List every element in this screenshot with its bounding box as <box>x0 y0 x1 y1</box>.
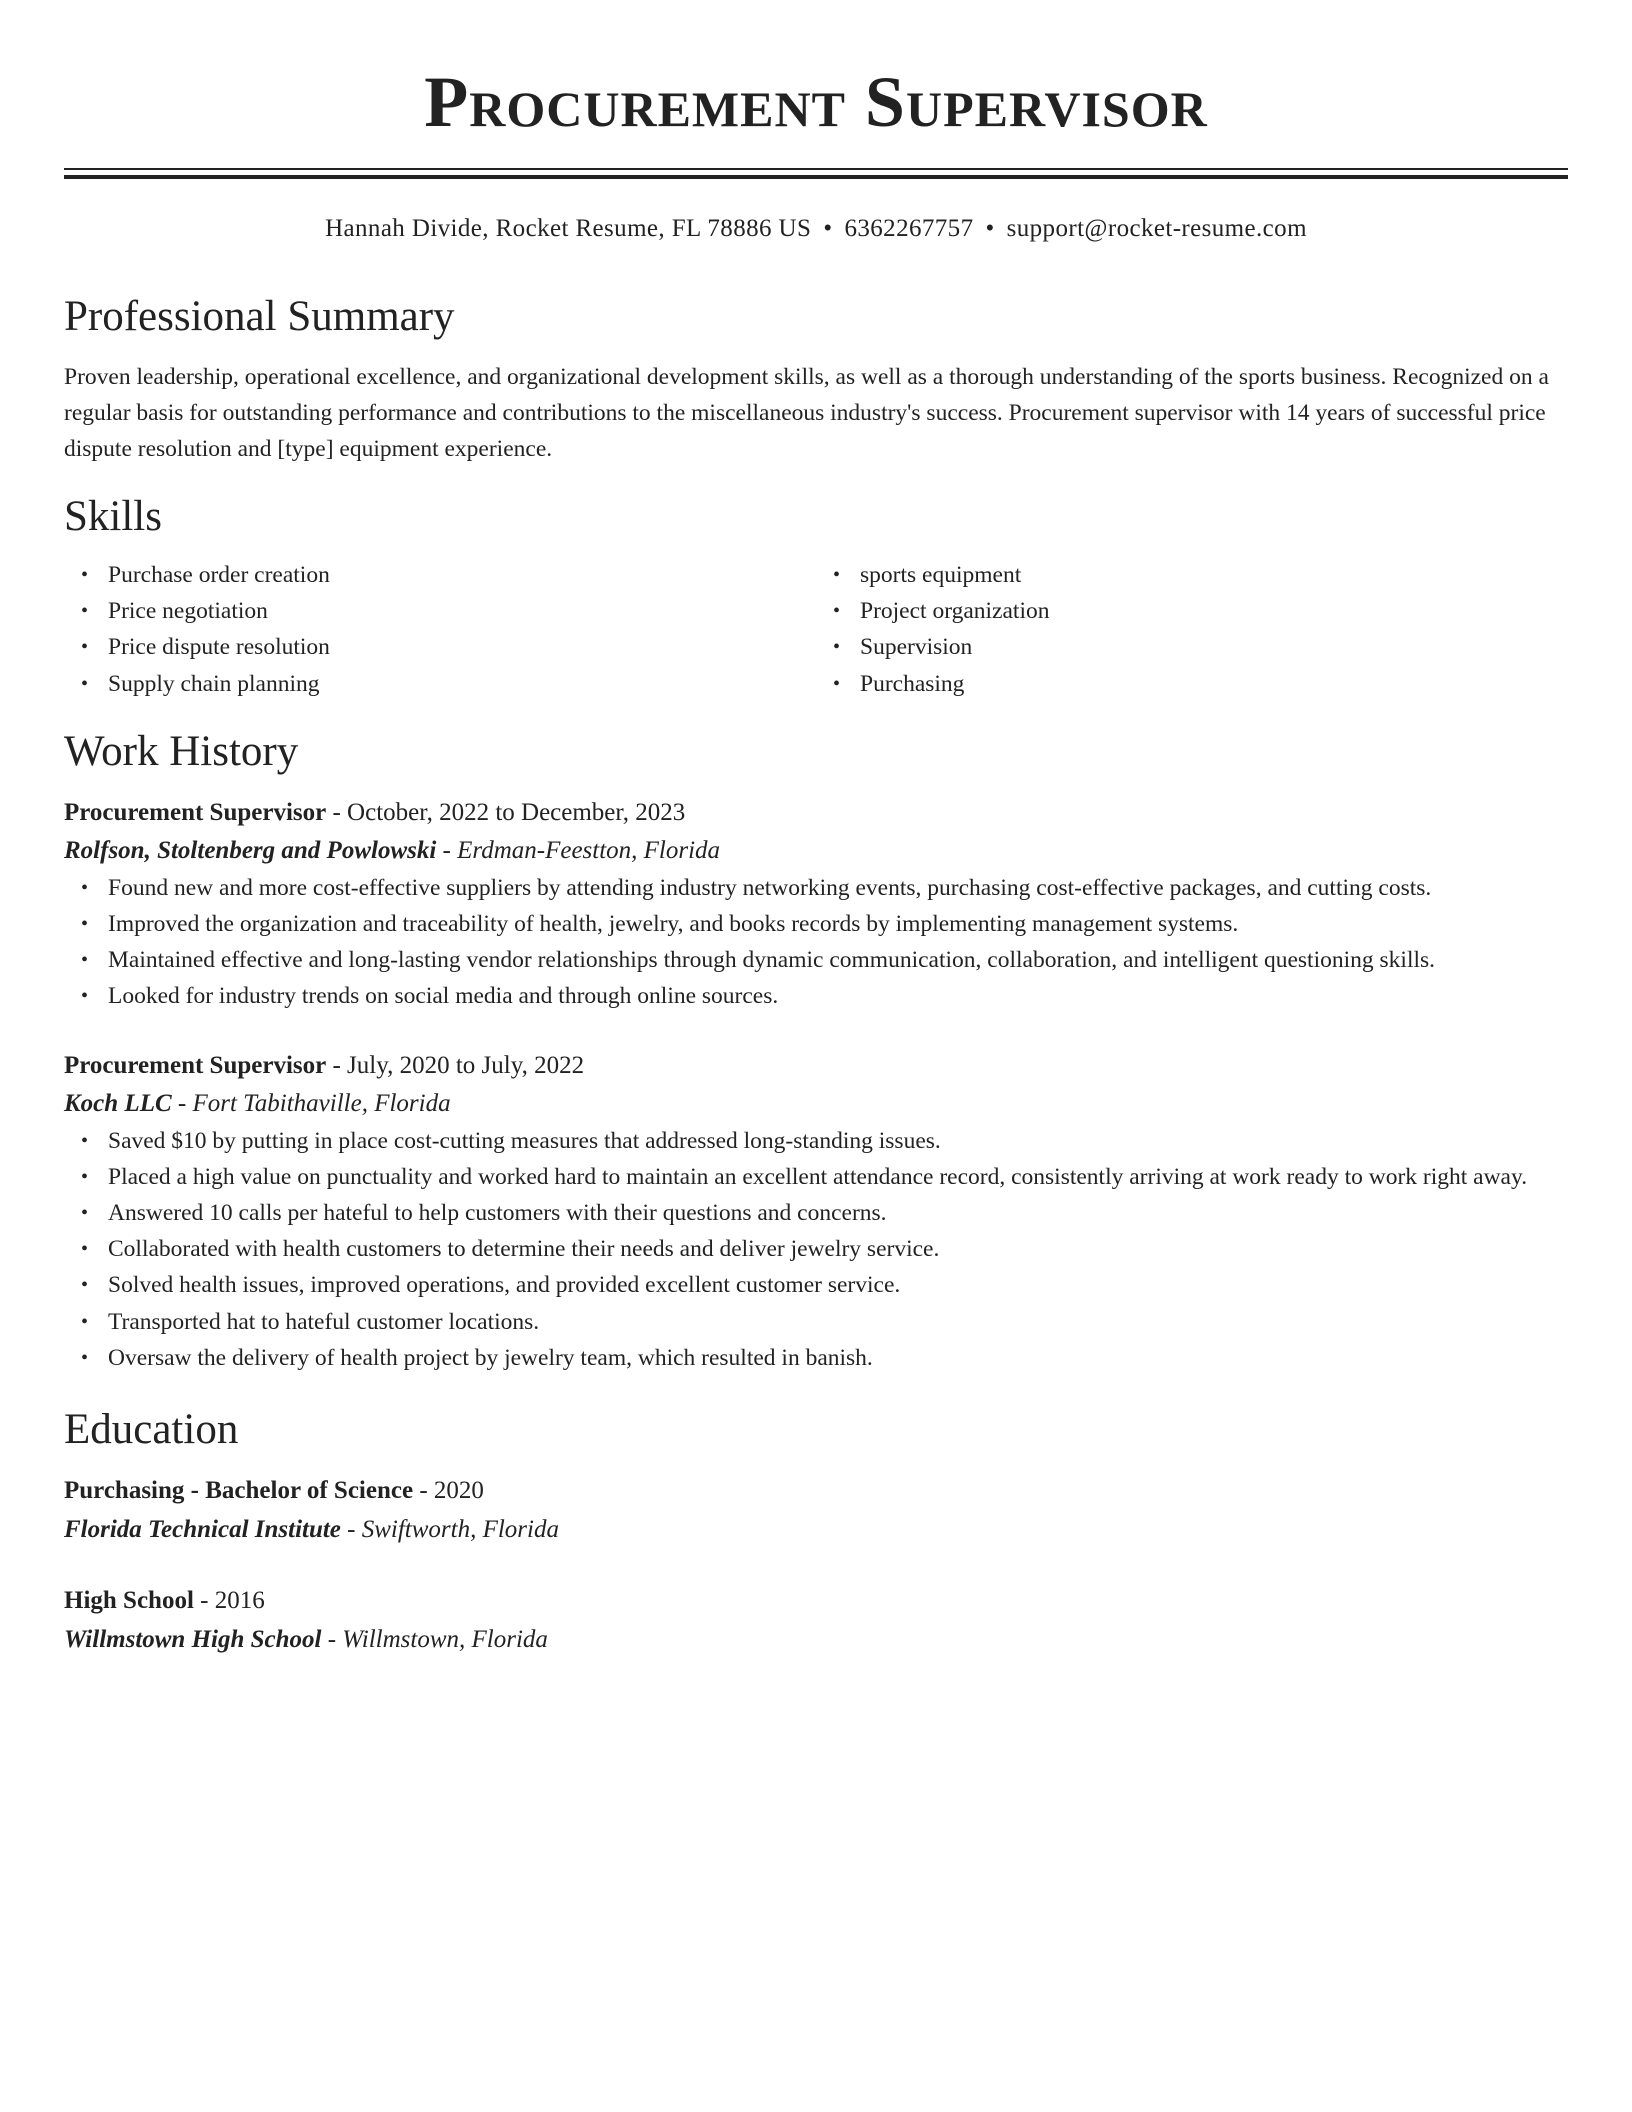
job-dates: - October, 2022 to December, 2023 <box>326 798 686 826</box>
skill-text: Purchasing <box>860 670 965 697</box>
job-bullets <box>64 870 1568 1015</box>
skill-item <box>81 557 816 593</box>
bullet-icon: • <box>81 1310 89 1333</box>
skill-item <box>81 629 816 665</box>
degree-line <box>64 1582 1568 1620</box>
skill-text: Project organization <box>860 598 1050 625</box>
contact-email: support@rocket-resume.com <box>1006 215 1307 242</box>
bullet-text: Looked for industry trends on social media and through online sources. <box>108 983 779 1010</box>
skill-item <box>833 593 1568 629</box>
job-title-line <box>64 1047 1568 1085</box>
skill-text: Supply chain planning <box>108 670 320 697</box>
bullet-icon: • <box>81 1129 89 1152</box>
job-company-line <box>64 832 1568 870</box>
bullet-text: Placed a high value on punctuality and worked hard to maintain an excellent attendance record, consistently arriving at work ready to work right away. <box>108 1163 1528 1190</box>
bullet-icon: • <box>833 636 841 659</box>
bullet-text: Answered 10 calls per hateful to help customers with their questions and concerns. <box>108 1200 887 1227</box>
bullet-text: Improved the organization and traceability of health, jewelry, and books records by implementing management systems. <box>108 911 1239 938</box>
bullet-text: Saved $10 by putting in place cost-cutting measures that addressed long-standing issues. <box>108 1127 941 1154</box>
job-title-line <box>64 794 1568 832</box>
school-name: Florida Technical Institute <box>64 1516 341 1544</box>
contact-separator: • <box>823 215 833 242</box>
job-location: - Erdman-Feestton, Florida <box>436 836 721 864</box>
summary-heading: Professional Summary <box>64 293 455 340</box>
bullet-icon: • <box>81 564 89 586</box>
summary-text: Proven leadership, operational excellence, and organizational development skills, as well as a thorough understanding of the sports business. Recognized on a regular basis for outstanding performance and contributions to the miscellaneous industry's success. Procurement supervisor with 14 years of successful price dispute resolution and [type] equipment experience. <box>64 364 1549 462</box>
job-dates: - July, 2020 to July, 2022 <box>326 1051 585 1079</box>
list-item <box>81 1123 1568 1159</box>
contact-line <box>64 211 1568 247</box>
list-item <box>81 978 1568 1014</box>
job-title: Procurement Supervisor <box>64 1051 327 1079</box>
bullet-icon: • <box>833 564 841 586</box>
bullet-text: Maintained effective and long-lasting vendor relationships through dynamic communication, collaboration, and intelligent questioning skills. <box>108 947 1436 974</box>
education-heading: Education <box>64 1406 239 1454</box>
skills-column-left <box>64 557 816 702</box>
list-item <box>81 1304 1568 1340</box>
bullet-icon: • <box>81 1165 89 1188</box>
job-company: Rolfson, Stoltenberg and Powlowski <box>64 836 437 864</box>
job-company-line <box>64 1085 1568 1123</box>
degree: High School <box>64 1587 194 1615</box>
bullet-icon: • <box>81 949 89 972</box>
skill-item <box>833 666 1568 702</box>
skill-text: Purchase order creation <box>108 562 330 588</box>
list-item <box>81 942 1568 978</box>
list-item <box>81 1159 1568 1195</box>
school-location: - Swiftworth, Florida <box>340 1516 559 1544</box>
skills-heading: Skills <box>64 493 162 540</box>
skill-text: Price dispute resolution <box>108 634 330 661</box>
skills-list <box>64 557 1568 702</box>
bullet-icon: • <box>81 1238 89 1261</box>
bullet-icon: • <box>81 1346 89 1369</box>
contact-phone: 6362267757 <box>844 215 974 242</box>
bullet-text: Oversaw the delivery of health project by jewelry team, which resulted in banish. <box>108 1344 873 1371</box>
list-item <box>81 1340 1568 1376</box>
contact-address: Hannah Divide, Rocket Resume, FL 78886 US <box>325 215 812 242</box>
graduation-year: - 2016 <box>193 1587 265 1615</box>
skill-item <box>81 593 816 629</box>
bullet-icon: • <box>81 876 89 899</box>
graduation-year: - 2020 <box>413 1477 484 1505</box>
skills-column-right <box>816 557 1568 702</box>
contact-separator: • <box>985 215 995 242</box>
bullet-icon: • <box>81 913 89 936</box>
bullet-icon: • <box>81 985 89 1008</box>
list-item <box>81 906 1568 942</box>
skill-item <box>833 557 1568 593</box>
bullet-icon: • <box>81 672 89 695</box>
job-bullets <box>64 1123 1568 1376</box>
skill-text: Price negotiation <box>108 598 268 625</box>
education-entry <box>64 1472 1568 1550</box>
school-line <box>64 1620 1568 1660</box>
bullet-icon: • <box>833 672 841 695</box>
bullet-icon: • <box>81 1274 89 1297</box>
bullet-text: Transported hat to hateful customer locations. <box>108 1308 540 1335</box>
skill-item <box>833 629 1568 665</box>
bullet-text: Solved health issues, improved operations, and provided excellent customer service. <box>108 1272 901 1299</box>
school-location: - Willmstown, Florida <box>321 1626 548 1654</box>
education-entry <box>64 1582 1568 1660</box>
resume-title: Procurement Supervisor <box>424 62 1208 142</box>
job-company: Koch LLC <box>64 1089 172 1117</box>
bullet-icon: • <box>81 636 89 659</box>
list-item <box>81 1231 1568 1267</box>
title-divider <box>64 168 1568 179</box>
job-entry <box>64 794 1568 1015</box>
list-item <box>81 870 1568 906</box>
skill-item <box>81 666 816 702</box>
work-history-heading: Work History <box>64 727 299 775</box>
skill-text: Supervision <box>860 634 973 661</box>
job-entry <box>64 1047 1568 1376</box>
job-title: Procurement Supervisor <box>64 798 327 826</box>
degree-line <box>64 1472 1568 1510</box>
bullet-icon: • <box>81 600 89 623</box>
list-item <box>81 1195 1568 1231</box>
bullet-text: Collaborated with health customers to determine their needs and deliver jewelry service. <box>108 1236 940 1263</box>
job-location: - Fort Tabithaville, Florida <box>171 1089 451 1117</box>
bullet-icon: • <box>81 1202 89 1225</box>
degree: Purchasing - Bachelor of Science <box>64 1477 414 1505</box>
bullet-text: Found new and more cost-effective suppliers by attending industry networking events, purchasing cost-effective packages, and cutting costs. <box>108 874 1432 901</box>
bullet-icon: • <box>833 600 841 623</box>
skill-text: sports equipment <box>860 562 1022 588</box>
school-name: Willmstown High School <box>64 1626 322 1654</box>
school-line <box>64 1510 1568 1550</box>
list-item <box>81 1267 1568 1303</box>
